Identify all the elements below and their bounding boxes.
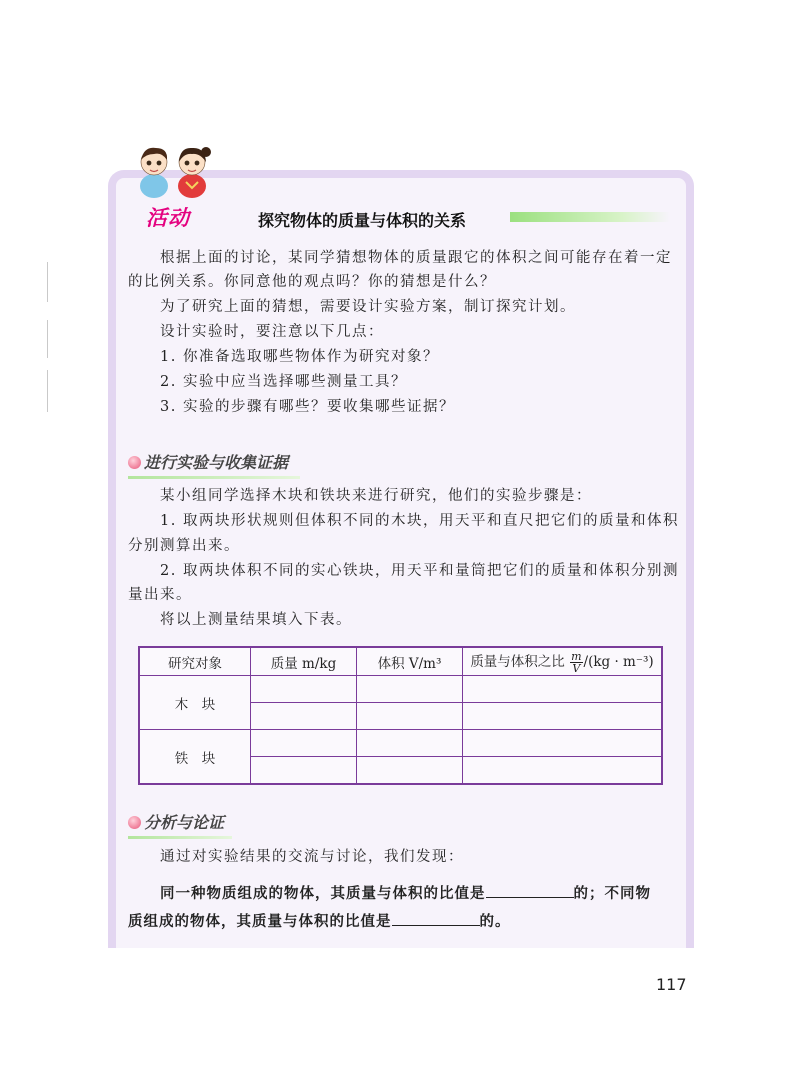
table-cell[interactable] [463,730,663,757]
margin-line [47,370,48,412]
table-cell[interactable] [251,703,357,730]
table-cell[interactable] [357,757,463,785]
table-cell[interactable] [251,676,357,703]
conclusion-line-2 [128,911,511,933]
answer-blank-1[interactable] [486,883,574,898]
bullet-dot-icon [128,816,141,829]
row-label-iron: 铁 块 [139,730,251,785]
header-ratio [463,647,663,676]
table-row [139,676,662,703]
table-cell[interactable] [463,703,663,730]
ratio-denominator: V [572,661,581,675]
intro-line-1: 根据上面的讨论，某同学猜想物体的质量跟它的体积之间可能存在着一定 [160,250,672,266]
heading-underline [128,836,232,839]
table-instruction: 将以上测量结果填入下表。 [160,612,352,628]
intro-item-3: 3. 实验的步骤有哪些？要收集哪些证据？ [160,399,455,415]
intro-line-2: 的比例关系。你同意他的观点吗？你的猜想是什么？ [128,274,496,290]
intro-line-3: 为了研究上面的猜想，需要设计实验方案，制订探究计划。 [160,299,576,315]
title-decoration-bar [510,212,670,222]
table-cell[interactable] [251,757,357,785]
conclusion-text: 同一种物质组成的物体，其质量与体积的比值是 [160,886,486,902]
conclusion-text: 的。 [479,914,511,930]
ratio-fraction [570,651,582,674]
table-row [139,730,662,757]
conclusion-text: 的；不同物 [573,886,651,902]
page-number: 117 [656,975,687,994]
step-2-line-1: 2. 取两块体积不同的实心铁块，用天平和量筒把它们的质量和体积分别测 [160,563,679,579]
answer-blank-2[interactable] [392,911,480,926]
heading-underline [128,476,300,479]
intro-line-4: 设计实验时，要注意以下几点： [160,324,384,340]
margin-line [47,320,48,358]
ratio-numerator: m [571,649,582,663]
measurement-table [138,646,663,785]
step-2-line-2: 量出来。 [128,587,192,603]
step-1-line-2: 分别测算出来。 [128,538,240,554]
activity-title: 探究物体的质量与体积的关系 [258,211,467,230]
margin-line [47,262,48,302]
analysis-intro: 通过对实验结果的交流与讨论，我们发现： [160,849,464,865]
header-volume: 体积 V/m³ [357,647,463,676]
header-ratio-unit: /(kg · m⁻³) [583,653,654,670]
kids-illustration [132,142,216,198]
section-heading-text: 进行实验与收集证据 [144,453,289,472]
table-cell[interactable] [251,730,357,757]
row-label-wood: 木 块 [139,676,251,730]
header-object: 研究对象 [139,647,251,676]
header-ratio-prefix: 质量与体积之比 [470,653,565,670]
intro-item-1: 1. 你准备选取哪些物体作为研究对象？ [160,349,439,365]
activity-label: 活动 [146,206,190,230]
table-header-row [139,647,662,676]
section-heading-text: 分析与论证 [144,813,225,832]
step-1-line-1: 1. 取两块形状规则但体积不同的木块，用天平和直尺把它们的质量和体积 [160,513,679,529]
table-cell[interactable] [357,676,463,703]
table-cell[interactable] [357,730,463,757]
conclusion-text: 质组成的物体，其质量与体积的比值是 [128,914,392,930]
table-cell[interactable] [463,676,663,703]
experiment-intro: 某小组同学选择木块和铁块来进行研究，他们的实验步骤是： [160,488,592,504]
header-mass: 质量 m/kg [251,647,357,676]
section-heading-experiment [128,450,288,476]
table-cell[interactable] [463,757,663,785]
table-cell[interactable] [357,703,463,730]
intro-item-2: 2. 实验中应当选择哪些测量工具？ [160,374,407,390]
section-heading-analysis [128,810,224,836]
bullet-dot-icon [128,456,141,469]
conclusion-line-1 [160,883,651,905]
